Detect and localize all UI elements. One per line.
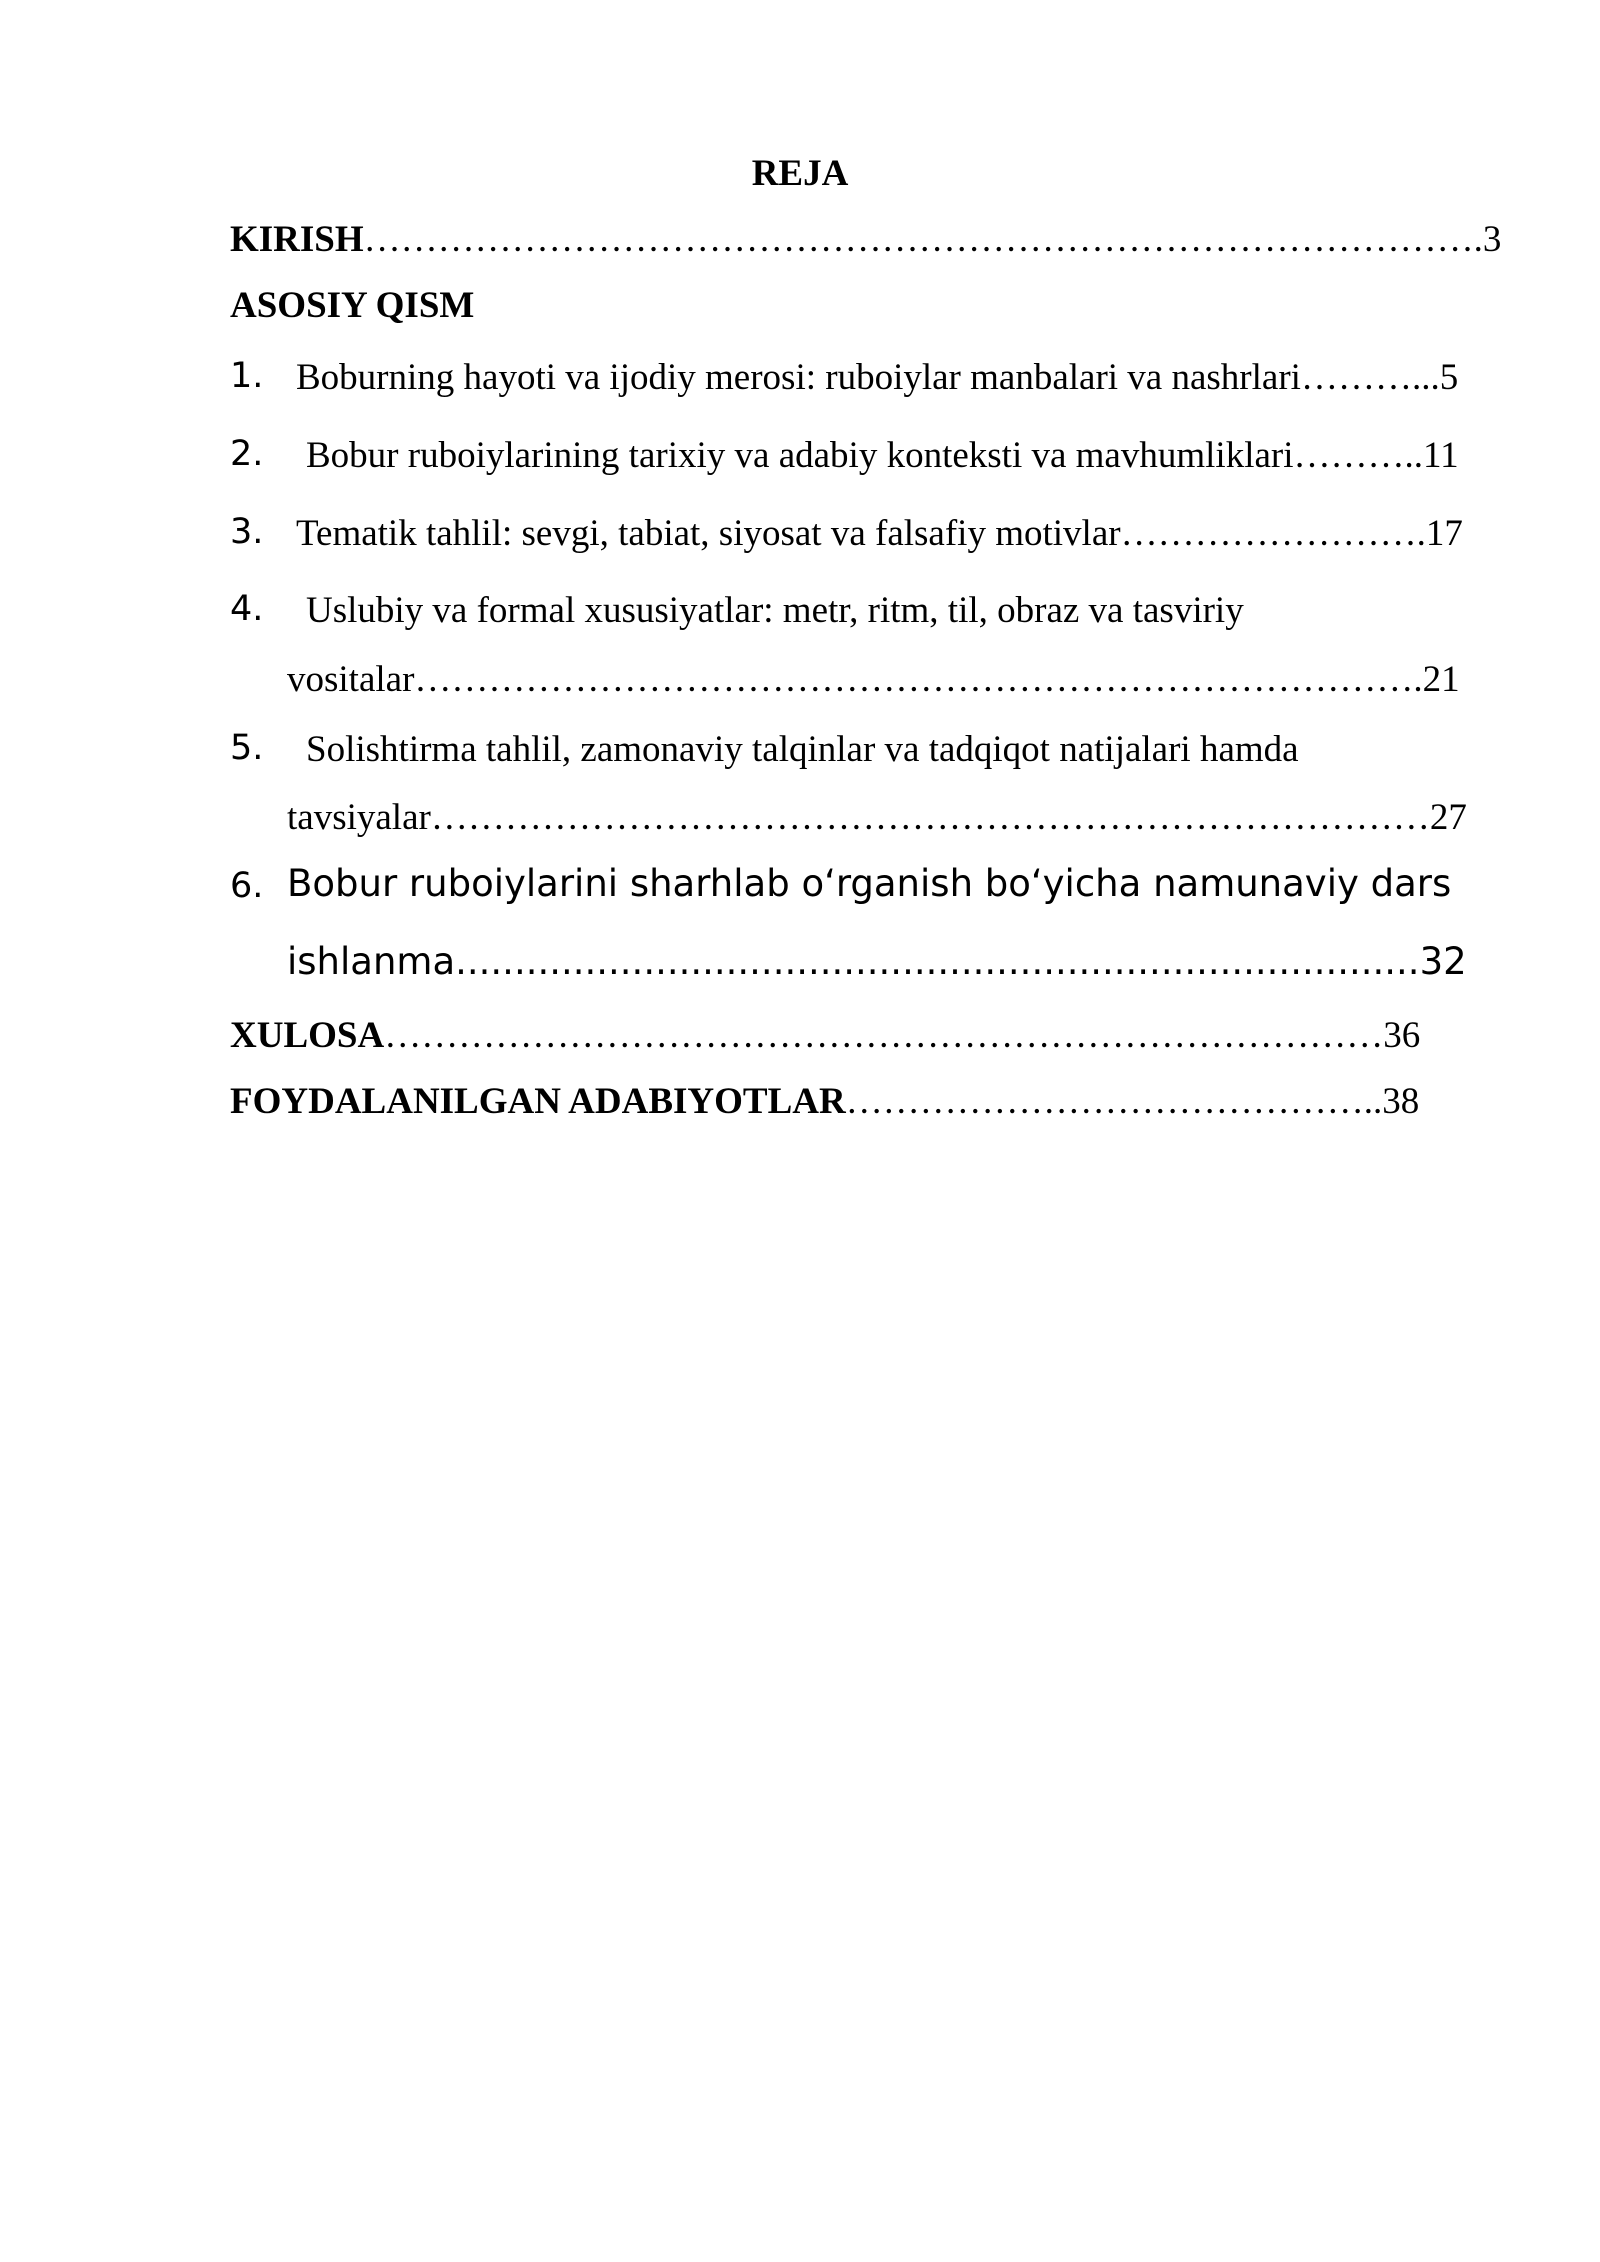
toc-item-number: 3. <box>230 512 264 552</box>
toc-item-6-continuation <box>287 938 1467 986</box>
toc-page-number: 32 <box>1419 940 1467 983</box>
toc-entry-intro <box>230 216 1501 264</box>
toc-page-number: 21 <box>1422 659 1460 700</box>
toc-entry-conclusion <box>230 1012 1420 1060</box>
toc-item-number: 2. <box>230 434 264 474</box>
toc-item-6: Bobur ruboiylarini sharhlab oʻrganish boʻyicha namunaviy dars <box>287 862 1452 905</box>
toc-item-text: Bobur ruboiylarining tarixiy va adabiy konteksti va mavhumliklari <box>306 435 1294 476</box>
toc-leader: ……….. <box>1293 435 1423 476</box>
toc-item-3 <box>296 510 1463 558</box>
toc-entry-references <box>230 1078 1419 1126</box>
toc-page-number: 38 <box>1382 1081 1420 1122</box>
toc-page-number: 17 <box>1425 513 1463 554</box>
toc-entry-label: KIRISH <box>230 219 364 260</box>
toc-leader: ……………………………………………………………………… <box>384 1015 1384 1056</box>
toc-item-text: tavsiyalar <box>287 797 431 838</box>
toc-item-1 <box>296 354 1458 402</box>
toc-leader: .................................................................................. <box>455 940 1420 983</box>
toc-item-5-continuation <box>287 794 1467 842</box>
toc-page-number: 3 <box>1482 219 1502 260</box>
toc-page-number: 11 <box>1423 435 1459 476</box>
toc-leader: ………………………………………………………………………. <box>414 659 1423 700</box>
toc-entry-label: XULOSA <box>230 1015 385 1056</box>
toc-leader: ……………………………………………………………………… <box>430 797 1430 838</box>
toc-item-4-continuation <box>287 656 1460 704</box>
toc-leader: …………………………………….. <box>845 1081 1383 1122</box>
toc-page-number: 27 <box>1429 797 1467 838</box>
toc-page-number: 36 <box>1383 1015 1421 1056</box>
toc-item-text: vositalar <box>287 659 415 700</box>
page-title: REJA <box>751 153 849 194</box>
toc-item-text: Boburning hayoti va ijodiy merosi: ruboiylar manbalari va nashrlari <box>296 357 1301 398</box>
toc-item-number: 4. <box>230 589 264 629</box>
toc-entry-label: FOYDALANILGAN ADABIYOTLAR <box>230 1081 846 1122</box>
toc-leader: ……………………. <box>1120 513 1426 554</box>
toc-page-number: 5 <box>1439 357 1459 398</box>
toc-item-number: 6. <box>230 866 264 906</box>
toc-section-main: ASOSIY QISM <box>230 285 475 326</box>
toc-item-2 <box>306 432 1459 480</box>
toc-item-4: Uslubiy va formal xususiyatlar: metr, ritm, til, obraz va tasviriy <box>306 590 1244 631</box>
toc-item-number: 1. <box>230 356 264 396</box>
toc-leader: ………………………………………………………………………………. <box>363 219 1483 260</box>
toc-leader: ………... <box>1300 357 1440 398</box>
toc-item-text: ishlanma <box>287 940 456 983</box>
toc-item-text: Tematik tahlil: sevgi, tabiat, siyosat va falsafiy motivlar <box>296 513 1121 554</box>
toc-item-number: 5. <box>230 728 264 768</box>
toc-item-5: Solishtirma tahlil, zamonaviy talqinlar va tadqiqot natijalari hamda <box>306 729 1299 770</box>
